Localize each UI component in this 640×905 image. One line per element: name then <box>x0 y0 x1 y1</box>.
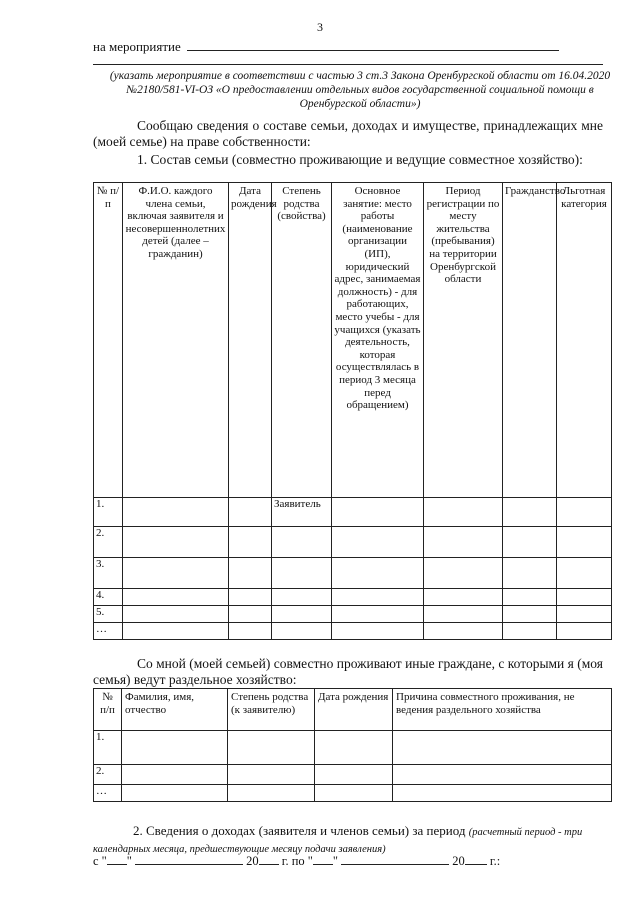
relation-cell[interactable] <box>228 765 315 785</box>
registration-cell[interactable] <box>424 498 503 527</box>
birth-cell[interactable] <box>315 765 393 785</box>
table-row <box>94 558 612 589</box>
birth-cell[interactable] <box>315 785 393 802</box>
col-header-num: № п/п <box>94 689 122 731</box>
registration-cell[interactable] <box>424 558 503 589</box>
relation-cell[interactable] <box>228 785 315 802</box>
benefit-cell[interactable] <box>557 498 612 527</box>
row-number: 5. <box>94 606 123 623</box>
relation-cell: Заявитель <box>272 498 332 527</box>
relation-cell[interactable] <box>272 606 332 623</box>
from-label: с " <box>93 854 107 868</box>
income-section <box>93 823 603 857</box>
table-row <box>94 589 612 606</box>
relation-cell[interactable] <box>272 527 332 558</box>
to-day-field[interactable] <box>313 853 333 865</box>
birth-cell[interactable] <box>315 731 393 765</box>
row-number: 3. <box>94 558 123 589</box>
page-number: 3 <box>317 20 323 34</box>
occupation-cell[interactable] <box>332 498 424 527</box>
benefit-cell[interactable] <box>557 558 612 589</box>
col-header-name: Ф.И.О. каждого члена семьи, включая заявителя и несовершеннолетних детей (далее – гражданин) <box>123 183 229 498</box>
event-line <box>93 38 603 55</box>
benefit-cell[interactable] <box>557 589 612 606</box>
row-number: 4. <box>94 589 123 606</box>
table-row <box>94 765 612 785</box>
to-year-prefix: 20 <box>452 854 465 868</box>
fullname-cell[interactable] <box>122 731 228 765</box>
name-cell[interactable] <box>123 589 229 606</box>
table-row <box>94 606 612 623</box>
col-header-num: № п/п <box>94 183 123 498</box>
citizenship-cell[interactable] <box>503 527 557 558</box>
row-number: … <box>94 623 123 640</box>
table-row <box>94 785 612 802</box>
col-header-benefit: Льготная категория <box>557 183 612 498</box>
intro-paragraph: Сообщаю сведения о составе семьи, доходах и имуществе, принадлежащих мне (моей семье) на праве собственности: <box>93 118 603 149</box>
income-title: 2. Сведения о доходах (заявителя и членов семьи) за период <box>133 823 466 838</box>
reason-cell[interactable] <box>393 731 612 765</box>
from-month-field[interactable] <box>135 853 243 865</box>
citizenship-cell[interactable] <box>503 606 557 623</box>
name-cell[interactable] <box>123 558 229 589</box>
from-year-prefix: 20 <box>246 854 259 868</box>
row-number: 1. <box>94 498 123 527</box>
birth-cell[interactable] <box>229 623 272 640</box>
citizenship-cell[interactable] <box>503 589 557 606</box>
benefit-cell[interactable] <box>557 527 612 558</box>
birth-cell[interactable] <box>229 589 272 606</box>
benefit-cell[interactable] <box>557 606 612 623</box>
table-row <box>94 498 612 527</box>
col-header-occupation: Основное занятие: место работы (наименование организации (ИП), юридический адрес, занимаемая должность) - для работающих, место учебы - для учащихся (указать деятельность, которая осуществлялась в период 3 месяца перед обращением) <box>332 183 424 498</box>
benefit-cell[interactable] <box>557 623 612 640</box>
birth-cell[interactable] <box>229 498 272 527</box>
income-period-hint: (расчетный период - три календарных месяца, предшествующие месяцу подачи заявления) <box>93 827 583 855</box>
end-label: г.: <box>489 854 501 868</box>
reason-cell[interactable] <box>393 785 612 802</box>
period-line: с " " 20 г. по " " 20 г.: <box>93 854 501 868</box>
col-header-birth: Дата рождения <box>229 183 272 498</box>
col-header-reason: Причина совместного проживания, не ведения раздельного хозяйства <box>393 689 612 731</box>
fullname-cell[interactable] <box>122 765 228 785</box>
from-day-field[interactable] <box>107 853 127 865</box>
relation-cell[interactable] <box>272 589 332 606</box>
col-header-relation: Степень родства (к заявителю) <box>228 689 315 731</box>
col-header-birth: Дата рождения <box>315 689 393 731</box>
fullname-cell[interactable] <box>122 785 228 802</box>
other-residents-header <box>94 689 612 731</box>
citizenship-cell[interactable] <box>503 558 557 589</box>
occupation-cell[interactable] <box>332 558 424 589</box>
registration-cell[interactable] <box>424 527 503 558</box>
to-year-field[interactable] <box>465 853 487 865</box>
name-cell[interactable] <box>123 606 229 623</box>
row-number: 2. <box>94 765 122 785</box>
occupation-cell[interactable] <box>332 527 424 558</box>
event-fill-line-2[interactable] <box>93 64 603 65</box>
event-label: на мероприятие <box>93 39 181 54</box>
relation-cell[interactable] <box>228 731 315 765</box>
reason-cell[interactable] <box>393 765 612 785</box>
to-label: г. по " <box>281 854 313 868</box>
relation-cell[interactable] <box>272 623 332 640</box>
col-header-registration: Период регистрации по месту жительства (пребывания) на территории Оренбургской области <box>424 183 503 498</box>
name-cell[interactable] <box>123 623 229 640</box>
citizenship-cell[interactable] <box>503 498 557 527</box>
table-row <box>94 527 612 558</box>
to-month-field[interactable] <box>341 853 449 865</box>
table-row <box>94 731 612 765</box>
name-cell[interactable] <box>123 498 229 527</box>
registration-cell[interactable] <box>424 623 503 640</box>
registration-cell[interactable] <box>424 606 503 623</box>
col-header-fullname: Фамилия, имя, отчество <box>122 689 228 731</box>
event-fill-line[interactable] <box>187 38 559 51</box>
other-residents-table <box>93 688 612 802</box>
section1-title: 1. Состав семьи (совместно проживающие и ведущие совместное хозяйство): <box>137 152 583 167</box>
occupation-cell[interactable] <box>332 606 424 623</box>
col-header-citizenship: Гражданство <box>503 183 557 498</box>
family-table <box>93 182 612 640</box>
event-hint: (указать мероприятие в соответствии с частью 3 ст.3 Закона Оренбургской области от 16.04.2020 №2180/581-VI-ОЗ «О предоставлении отдельных видов государственной социальной помощи в Оренбургской области») <box>109 70 611 110</box>
col-header-relation: Степень родства (свойства) <box>272 183 332 498</box>
birth-cell[interactable] <box>229 527 272 558</box>
section2-intro: Со мной (моей семьей) совместно проживают иные граждане, с которыми я (моя семья) ведут раздельное хозяйство: <box>93 656 603 687</box>
table-row <box>94 623 612 640</box>
family-table-header <box>94 183 612 498</box>
relation-cell[interactable] <box>272 558 332 589</box>
occupation-cell[interactable] <box>332 589 424 606</box>
row-number: … <box>94 785 122 802</box>
from-year-field[interactable] <box>259 853 279 865</box>
birth-cell[interactable] <box>229 606 272 623</box>
row-number: 1. <box>94 731 122 765</box>
name-cell[interactable] <box>123 527 229 558</box>
occupation-cell[interactable] <box>332 623 424 640</box>
row-number: 2. <box>94 527 123 558</box>
citizenship-cell[interactable] <box>503 623 557 640</box>
registration-cell[interactable] <box>424 589 503 606</box>
birth-cell[interactable] <box>229 558 272 589</box>
